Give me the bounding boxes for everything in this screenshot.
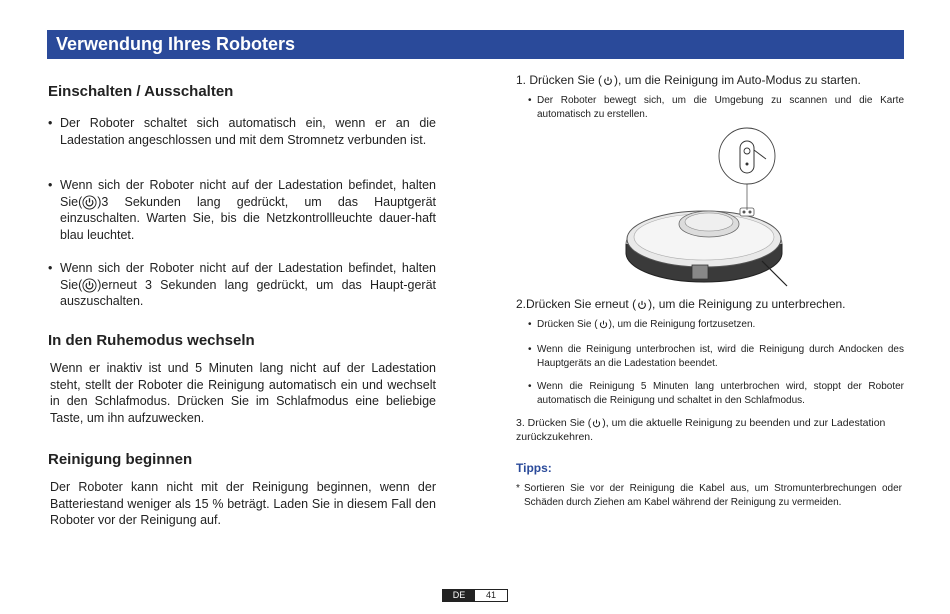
heading-einschalten: Einschalten / Ausschalten	[48, 83, 234, 100]
bullet-dot: •	[48, 116, 53, 130]
step-2-sub-2	[528, 343, 904, 371]
sub-text: Wenn die Reinigung 5 Minuten lang unterbrochen wird, stoppt der Roboter automatisch die Reinigung und schaltet in den Schlafmodus.	[537, 381, 904, 406]
bullet-dot: •	[48, 178, 53, 192]
step-1	[516, 73, 904, 88]
bullet-text-a: Wenn sich der Roboter nicht auf der Ladestation befindet, halten Sie(	[60, 178, 436, 209]
language-label: DE	[443, 590, 475, 601]
heading-ruhemodus: In den Ruhemodus wechseln	[48, 332, 255, 349]
sub-text: Der Roboter bewegt sich, um die Umgebung zu scannen und die Karte automatisch zu erstellen.	[537, 95, 904, 120]
bullet-power-on	[48, 177, 436, 243]
step-2-sub-3	[528, 380, 904, 408]
tips-body: Sortieren Sie vor der Reinigung die Kabel aus, um Stromunterbrechungen oder Schäden durch Ziehen am Kabel während der Reinigung zu vermeiden.	[524, 483, 902, 508]
step-text-a: 1. Drücken Sie (	[516, 73, 603, 87]
asterisk: *	[516, 483, 520, 494]
bullet-dot: •	[528, 95, 532, 106]
power-icon	[598, 319, 609, 330]
robot-illustration	[622, 126, 808, 288]
para-ruhemodus: Wenn er inaktiv ist und 5 Minuten lang nicht auf der Ladestation steht, stellt der Roboter die Reinigung automatisch ein und wechselt in den Schlafmodus. Drücken Sie im Schlafmodus eine beliebige Taste, um ihn aufzuwecken.	[50, 361, 436, 425]
sub-text-b: ), um die Reinigung fortzusetzen.	[608, 319, 756, 330]
step-2-sub-1	[528, 318, 904, 332]
sub-text-a: Drücken Sie (	[537, 319, 598, 330]
power-icon	[591, 418, 602, 429]
para-reinigung-beginnen: Der Roboter kann nicht mit der Reinigung beginnen, wenn der Batteriestand weniger als 15 % beträgt. Laden Sie in diesem Fall den Roboter vor der Reinigung auf.	[50, 480, 436, 527]
bullet-text-b: )erneut 3 Sekunden lang gedrückt, um das Haupt-gerät auszuschalten.	[60, 277, 436, 308]
page-number: 41	[485, 590, 496, 600]
bullet-dot: •	[528, 381, 532, 392]
sub-text: Wenn die Reinigung unterbrochen ist, wird die Reinigung durch Andocken des Hauptgeräts an die Ladestation beendet.	[537, 344, 904, 369]
bullet-dot: •	[528, 319, 532, 330]
power-icon	[82, 195, 97, 210]
step-text-a: 3. Drücken Sie (	[516, 417, 592, 429]
step-text-a: 2.Drücken Sie erneut (	[516, 297, 637, 311]
tips-heading: Tipps:	[516, 461, 552, 475]
step-text-b: ), um die aktuelle Reinigung zu beenden und zur Ladestation zurückzukehren.	[516, 417, 886, 443]
tips-text	[516, 482, 902, 510]
step-1-sub	[528, 94, 904, 122]
step-text-b: ), um die Reinigung zu unterbrechen.	[648, 297, 846, 311]
bullet-power-off	[48, 260, 436, 310]
power-icon	[602, 75, 614, 87]
bullet-text-a: Wenn sich der Roboter nicht auf der Ladestation befindet, halten Sie(	[60, 261, 436, 292]
bullet-dot: •	[528, 344, 532, 355]
bullet-auto-on	[48, 115, 436, 148]
page-footer	[442, 589, 508, 602]
bullet-text-b: )3 Sekunden lang gedrückt, um das Hauptgerät einzuschalten. Warten Sie, bis die Netzkontrollleuchte dauer-haft blau leuchtet.	[60, 194, 436, 242]
step-2	[516, 297, 904, 312]
page-title: Verwendung Ihres Roboters	[56, 34, 296, 54]
bullet-dot: •	[48, 261, 53, 275]
step-3	[516, 416, 904, 444]
heading-reinigung-beginnen: Reinigung beginnen	[48, 451, 193, 468]
power-icon	[82, 278, 97, 293]
power-icon	[636, 299, 648, 311]
header-bar	[47, 30, 904, 59]
bullet-text: Der Roboter schaltet sich automatisch ein, wenn er an die Ladestation angeschlossen und mit dem Stromnetz verbunden ist.	[60, 116, 436, 147]
step-text-b: ), um die Reinigung im Auto-Modus zu starten.	[614, 73, 861, 87]
